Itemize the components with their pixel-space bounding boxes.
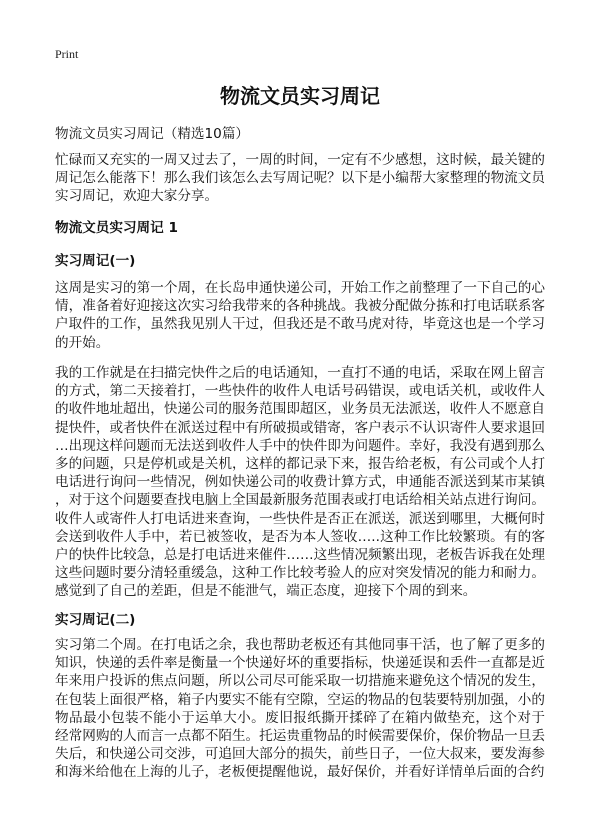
text-line: ，对于这个问题要查找电脑上全国最新服务范围表或打电话给相关站点进行询问。 — [55, 492, 545, 509]
text-line: 电话进行询问一些情况，例如快递公司的收费计算方式，申通能否派送到某市某镇 — [55, 474, 545, 491]
week1-heading: 实习周记(一) — [55, 253, 136, 269]
week1-paragraph-2 — [55, 364, 545, 600]
week2-heading: 实习周记(二) — [55, 612, 136, 628]
intro-paragraph — [55, 151, 545, 206]
text-line: 知识，快递的丢件率是衡量一个快递好坏的重要指标，快递延误和丢件一直都是近 — [55, 655, 545, 672]
text-line: 和海米给他在上海的儿子，老板便提醒他说，最好保价，并看好详情单后面的合约 — [55, 764, 545, 781]
text-line: 在包装上面很严格，箱子内要实不能有空隙，空运的物品的包装要特别加强，小的 — [55, 691, 545, 708]
text-line: 的开始。 — [55, 334, 110, 351]
text-line: 失后，和快递公司交涉，可追回大部分的损失，前些日子，一位大叔来，要发海参 — [55, 746, 545, 763]
text-line: 的方式，第二天接着打，一些快件的收件人电话号码错误，或电话关机，或收件人 — [55, 383, 545, 400]
text-line: 户取件的工作，虽然我见别人干过，但我还是不敢马虎对待，毕竟这也是一个学习 — [55, 316, 545, 333]
week2-paragraph-1 — [55, 636, 545, 782]
text-line: 多的问题，只是停机或是关机，这样的都记录下来，报告给老板，有公司或个人打 — [55, 455, 545, 472]
text-line: 收件人或寄件人打电话进来查询，一些快件是否正在派送，派送到哪里，大概何时 — [55, 510, 545, 527]
text-line: …出现这样问题而无法送到收件人手中的快件即为问题件。幸好，我没有遇到那么 — [55, 437, 545, 454]
section-heading: 物流文员实习周记 1 — [55, 220, 178, 236]
document-title: 物流文员实习周记 — [220, 84, 380, 108]
text-line: 这周是实习的第一个周，在长岛申通快递公司，开始工作之前整理了一下自己的心 — [55, 280, 545, 296]
text-line: 感觉到了自己的差距，但是不能泄气，端正态度，迎接下个周的到来。 — [55, 583, 477, 600]
text-line: 实习周记，欢迎大家分享。 — [55, 188, 219, 205]
text-line: 的收件地址超出，快递公司的服务范围即超区，业务员无法派送，收件人不愿意自 — [55, 401, 545, 418]
text-line: 会送到收件人手中，若已被签收，是否为本人签收…..这种工作比较繁琐。有的客 — [55, 528, 545, 545]
text-line: 我的工作就是在扫描完快件之后的电话通知，一直打不通的电话，采取在网上留言 — [55, 365, 545, 381]
text-line: 忙碌而又充实的一周又过去了，一周的时间，一定有不少感想，这时候，最关键的 — [55, 152, 545, 168]
text-line: 提快件，或者快件在派送过程中有所破损或错寄，客户表示不认识寄件人要求退回 — [55, 419, 545, 436]
text-line: 物品最小包装不能小于运单大小。废旧报纸撕开揉碎了在箱内做垫充，这个对于 — [55, 709, 545, 726]
text-line: 周记怎么能落下！那么我们该怎么去写周记呢？以下是小编帮大家整理的物流文员 — [55, 170, 545, 187]
week1-paragraph-1 — [55, 279, 545, 352]
document-subtitle: 物流文员实习周记（精选10篇） — [55, 126, 250, 142]
text-line: 户的快件比较急，总是打电话进来催件……这些情况频繁出现，老板告诉我在处理 — [55, 546, 545, 563]
text-line: 情，准备着好迎接这次实习给我带来的各种挑战。我被分配做分拣和打电话联系客 — [55, 298, 545, 315]
print-link[interactable]: Print — [55, 47, 79, 61]
text-line: 实习第二个周。在打电话之余，我也帮助老板还有其他同事干活，也了解了更多的 — [55, 637, 545, 653]
text-line: 这些问题时要分清轻重缓急，这种工作比较考验人的应对突发情况的能力和耐力。 — [55, 565, 545, 582]
text-line: 经常网购的人而言一点都不陌生。托运贵重物品的时候需要保价，保价物品一旦丢 — [55, 727, 545, 744]
text-line: 年来用户投诉的焦点问题，所以公司尽可能采取一切措施来避免这个情况的发生， — [55, 673, 545, 690]
